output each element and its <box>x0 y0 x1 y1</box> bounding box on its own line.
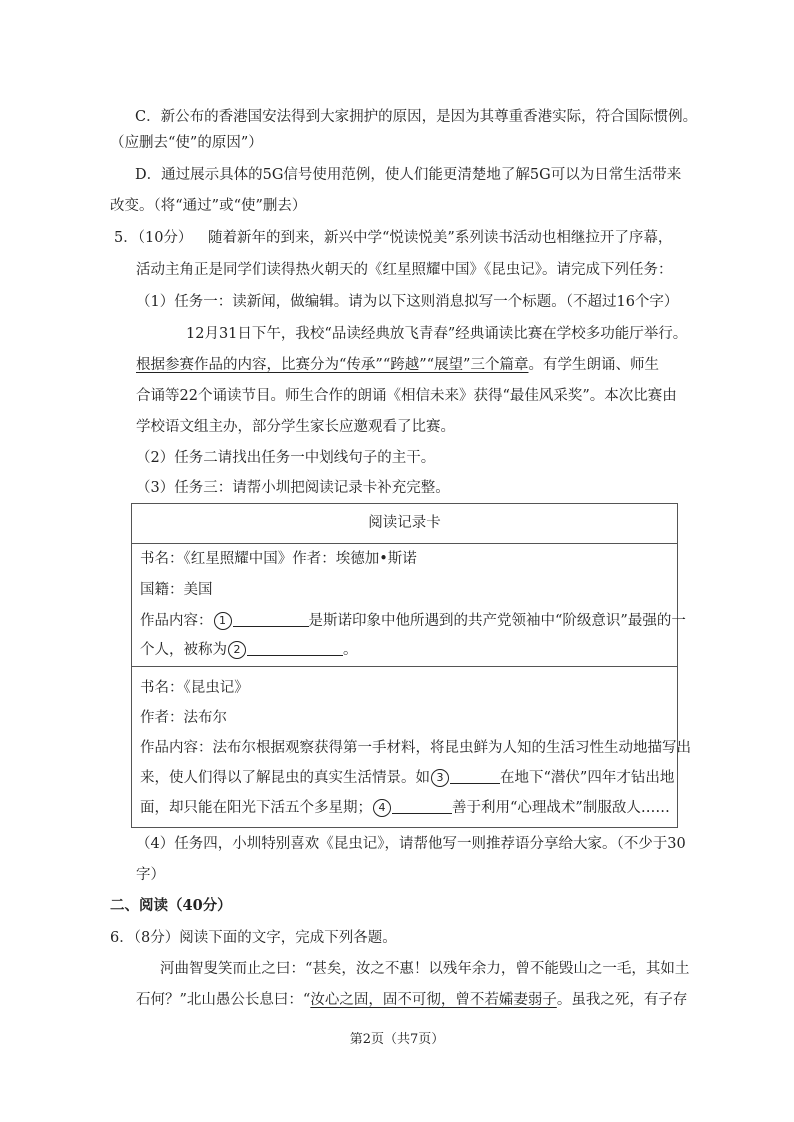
book1-content-text2: 个人，被称为 <box>140 642 227 658</box>
book1-country: 国籍：美国 <box>140 582 213 598</box>
content-label: 作品内容： <box>140 613 213 629</box>
option-c-line2: （应删去“使”的原因”） <box>110 135 263 151</box>
book2-content-text2: 在地下“潜伏”四年才钻出地 <box>500 770 675 786</box>
blank-2[interactable] <box>247 641 343 656</box>
news-line3: 合诵等22个诵读节目。师生合作的朗诵《相信未来》获得“最佳风采奖”。本次比赛由 <box>136 388 677 404</box>
book2-content-line1: 作品内容：法布尔根据观察获得第一手材料，将昆虫鲜为人知的生活习性生动地描写出 <box>140 740 691 756</box>
task-4-line2: 字） <box>136 867 165 883</box>
book2-title: 书名：《昆虫记》 <box>140 680 249 696</box>
blank-1[interactable] <box>233 612 309 627</box>
task-4-line1: （4）任务四，小圳特别喜欢《昆虫记》，请帮他写一则推荐语分享给大家。（不少于30 <box>136 836 686 852</box>
option-d-line2: 改变。（将“通过”或“使”删去） <box>110 198 307 214</box>
book2-content-text3: 面，却只能在阳光下活五个多星期； <box>140 800 372 816</box>
passage-line2-a: 石何？”北山愚公长息曰：“ <box>136 992 311 1008</box>
circle-number-3: 3 <box>431 769 449 787</box>
book2-content-line3 <box>140 798 670 818</box>
passage-line2 <box>136 990 687 1010</box>
reading-record-card <box>131 503 691 828</box>
book1-content-line1 <box>140 611 686 631</box>
card-divider <box>132 666 677 667</box>
book1-content-text: 是斯诺印象中他所遇到的共产党领袖中“阶级意识”最强的一 <box>308 613 686 629</box>
book2-content-text: 来，使人们得以了解昆虫的真实生活情景。如 <box>140 770 430 786</box>
circle-number-2: 2 <box>228 641 246 659</box>
circle-number-4: 4 <box>373 799 391 817</box>
passage-line2-b: 。虽我之死，有子存 <box>556 992 688 1008</box>
blank-3[interactable] <box>450 769 500 784</box>
underlined-sentence: 根据参赛作品的内容，比赛分为“传承”“跨越”“展望”三个篇章 <box>136 357 529 373</box>
passage-underlined: 汝心之固，固不可彻，曾不若孀妻弱子 <box>310 992 557 1008</box>
book2-content-line2 <box>140 768 674 788</box>
card-title: 阅读记录卡 <box>132 504 677 544</box>
news-line2-rest: 。有学生朗诵、师生 <box>528 357 659 373</box>
news-line2 <box>136 355 659 375</box>
book1-content-end: 。 <box>343 642 358 658</box>
circle-number-1: 1 <box>214 612 232 630</box>
task-3: （3）任务三：请帮小圳把阅读记录卡补充完整。 <box>136 480 450 496</box>
question-5-intro-line1: 随着新年的到来，新兴中学“悦读悦美”系列读书活动也相继拉开了序幕， <box>208 230 673 246</box>
option-c-line1: C．新公布的香港国安法得到大家拥护的原因，是因为其尊重香港实际，符合国际惯例。 <box>135 109 698 125</box>
section-2-heading: 二、阅读（40分） <box>110 897 232 914</box>
news-line1: 12月31日下午，我校“品读经典放飞青春”经典诵读比赛在学校多功能厅举行。 <box>186 326 688 342</box>
question-5-number: 5．（10分） <box>114 230 193 246</box>
book2-content-text4: 善于利用“心理战术”制服敌人…… <box>452 800 670 816</box>
page-footer: 第2页（共7页） <box>349 1032 445 1047</box>
book1-content-line2 <box>140 640 358 660</box>
task-1: （1）任务一：读新闻，做编辑。请为以下这则消息拟写一个标题。（不超过16个字） <box>136 294 679 310</box>
book1-title-author: 书名：《红星照耀中国》作者：埃德加•斯诺 <box>140 551 417 567</box>
book2-author: 作者：法布尔 <box>140 710 227 726</box>
question-5-intro-line2: 活动主角正是同学们读得热火朝天的《红星照耀中国》《昆虫记》。请完成下列任务： <box>136 262 673 278</box>
question-6: 6．（8分）阅读下面的文字，完成下列各题。 <box>110 930 397 946</box>
task-2: （2）任务二请找出任务一中划线句子的主干。 <box>136 450 436 466</box>
option-d-line1: D．通过展示具体的5G信号使用范例，使人们能更清楚地了解5G可以为日常生活带来 <box>135 167 682 183</box>
news-line4: 学校语文组主办，部分学生家长应邀观看了比赛。 <box>136 419 455 435</box>
passage-line1: 河曲智叟笑而止之曰：“甚矣，汝之不惠！以残年余力，曾不能毁山之一毛，其如土 <box>160 961 690 977</box>
blank-4[interactable] <box>392 799 452 814</box>
